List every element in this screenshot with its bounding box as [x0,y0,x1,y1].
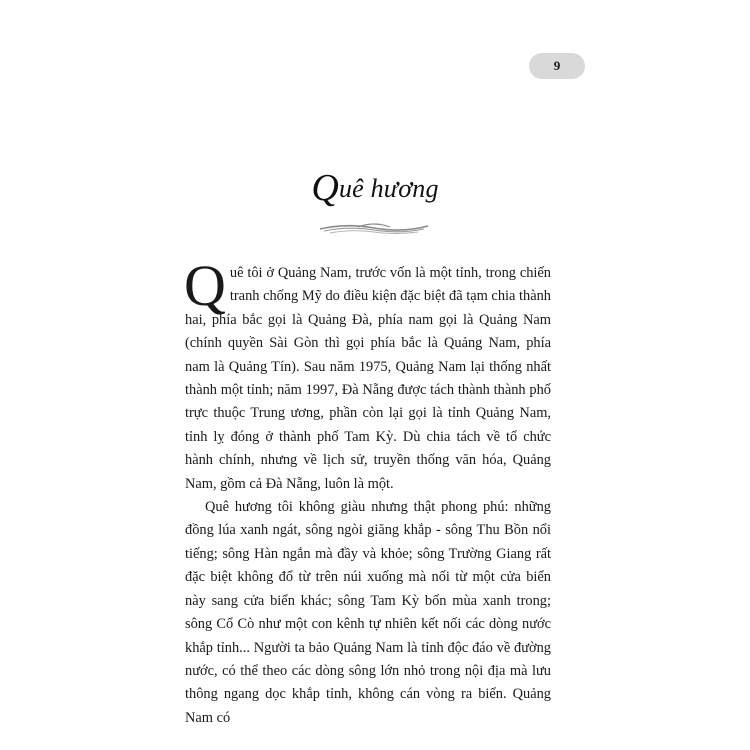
paragraph-1 [184,253,551,496]
paragraph-1-text: uê tôi ở Quảng Nam, trước vốn là một tỉnh, trong chiến tranh chống Mỹ do điều kiện đặc biệt đã tạm chia thành hai, phía bắc gọi là Quảng Đà, phía nam gọi là Quảng Nam (chính quyền Sài Gòn thì gọi phía bắc là Quảng Nam, phía nam là Quảng Tín). Sau năm 1975, Quảng Nam lại thống nhất thành một tỉnh; năm 1997, Đà Nẵng được tách thành thành phố trực thuộc Trung ương, phần còn lại gọi là tỉnh Quảng Nam, tỉnh lỵ đóng ở thành phố Tam Kỳ. Dù chia tách về tổ chức hành chính, nhưng về lịch sử, truyền thống văn hóa, Quảng Nam, gồm cả Đà Nẵng, luôn là một. [185,265,551,492]
chapter-title-initial: Q [311,167,339,209]
swash-divider-icon [318,219,430,237]
page-number: 9 [553,58,561,73]
paragraph-2: Quê hương tôi không giàu nhưng thật phong phú: những đồng lúa xanh ngát, sông ngòi giăng khắp - sông Thu Bồn nổi tiếng; sông Hàn ngắn mà đầy và khỏe; sông Trường Giang rất đặc biệt không đổ từ trên núi xuống mà nối từ một cửa biển này sang cửa biển khác; sông Tam Kỳ bốn mùa xanh trong; sông Cổ Cò như một con kênh tự nhiên kết nối các dòng nước khắp tỉnh... Người ta bảo Quảng Nam là tỉnh độc đáo về đường nước, có thể theo các dòng sông lớn nhỏ trong nội địa mà lưu thông ngang dọc khắp tỉnh, không cán vòng ra biển. Quảng Nam có [185,499,551,726]
chapter-title-rest: uê hương [338,174,439,203]
page-number-badge [529,53,585,79]
drop-cap: Q [184,253,226,318]
body-text [184,253,551,730]
chapter-title [0,166,750,210]
